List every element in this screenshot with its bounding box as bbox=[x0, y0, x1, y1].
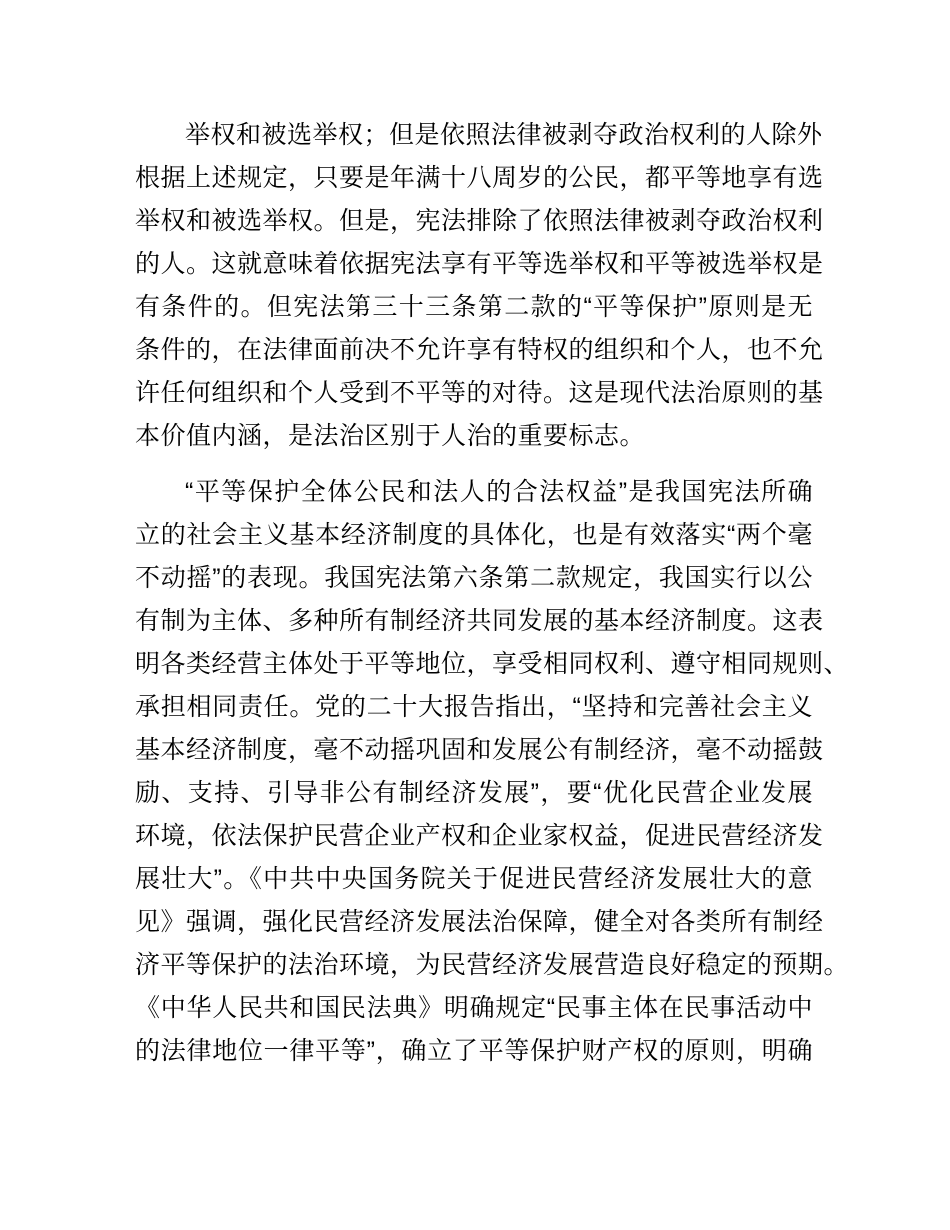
text-line: 励、支持、引导非公有制经济发展”，要“优化民营企业发展 bbox=[135, 779, 813, 807]
text-line: 《中华人民共和国民法典》明确规定“民事主体在民事活动中 bbox=[135, 994, 813, 1022]
text-line: 见》强调，强化民营经济发展法治保障，健全对各类所有制经 bbox=[135, 908, 824, 936]
text-line: 举权和被选举权。但是，宪法排除了依照法律被剥夺政治权利 bbox=[135, 207, 824, 235]
document-content bbox=[135, 114, 850, 1073]
text-line: 本价值内涵，是法治区别于人治的重要标志。 bbox=[135, 422, 646, 450]
text-line: 根据上述规定，只要是年满十八周岁的公民，都平等地享有选 bbox=[135, 164, 824, 192]
text-line: “平等保护全体公民和法人的合法权益”是我国宪法所确 bbox=[185, 478, 813, 506]
text-line: 明各类经营主体处于平等地位，享受相同权利、遵守相同规则、 bbox=[135, 650, 850, 678]
text-line: 不动摇”的表现。我国宪法第六条第二款规定，我国实行以公 bbox=[135, 564, 813, 592]
text-line: 的法律地位一律平等”，确立了平等保护财产权的原则，明确 bbox=[135, 1037, 813, 1065]
body-paragraph bbox=[135, 157, 824, 458]
text-line: 立的社会主义基本经济制度的具体化，也是有效落实“两个毫 bbox=[135, 521, 813, 549]
text-line: 有制为主体、多种所有制经济共同发展的基本经济制度。这表 bbox=[135, 607, 824, 635]
text-line: 基本经济制度，毫不动摇巩固和发展公有制经济，毫不动摇鼓 bbox=[135, 736, 824, 764]
text-line: 举权和被选举权；但是依照法律被剥夺政治权利的人除外 bbox=[185, 121, 823, 149]
text-line: 条件的，在法律面前决不允许享有特权的组织和个人，也不允 bbox=[135, 336, 824, 364]
text-line: 济平等保护的法治环境，为民营经济发展营造良好稳定的预期。 bbox=[135, 951, 850, 979]
text-line: 的人。这就意味着依据宪法享有平等选举权和平等被选举权是 bbox=[135, 250, 824, 278]
text-line: 承担相同责任。党的二十大报告指出，“坚持和完善社会主义 bbox=[135, 693, 813, 721]
body-paragraph bbox=[135, 471, 850, 1073]
text-line: 展壮大”。《中共中央国务院关于促进民营经济发展壮大的意 bbox=[135, 865, 813, 893]
text-line: 许任何组织和个人受到不平等的对待。这是现代法治原则的基 bbox=[135, 379, 824, 407]
quoted-article-continuation bbox=[135, 114, 823, 157]
text-line: 有条件的。但宪法第三十三条第二款的“平等保护”原则是无 bbox=[135, 293, 813, 321]
text-line: 环境，依法保护民营企业产权和企业家权益，促进民营经济发 bbox=[135, 822, 824, 850]
